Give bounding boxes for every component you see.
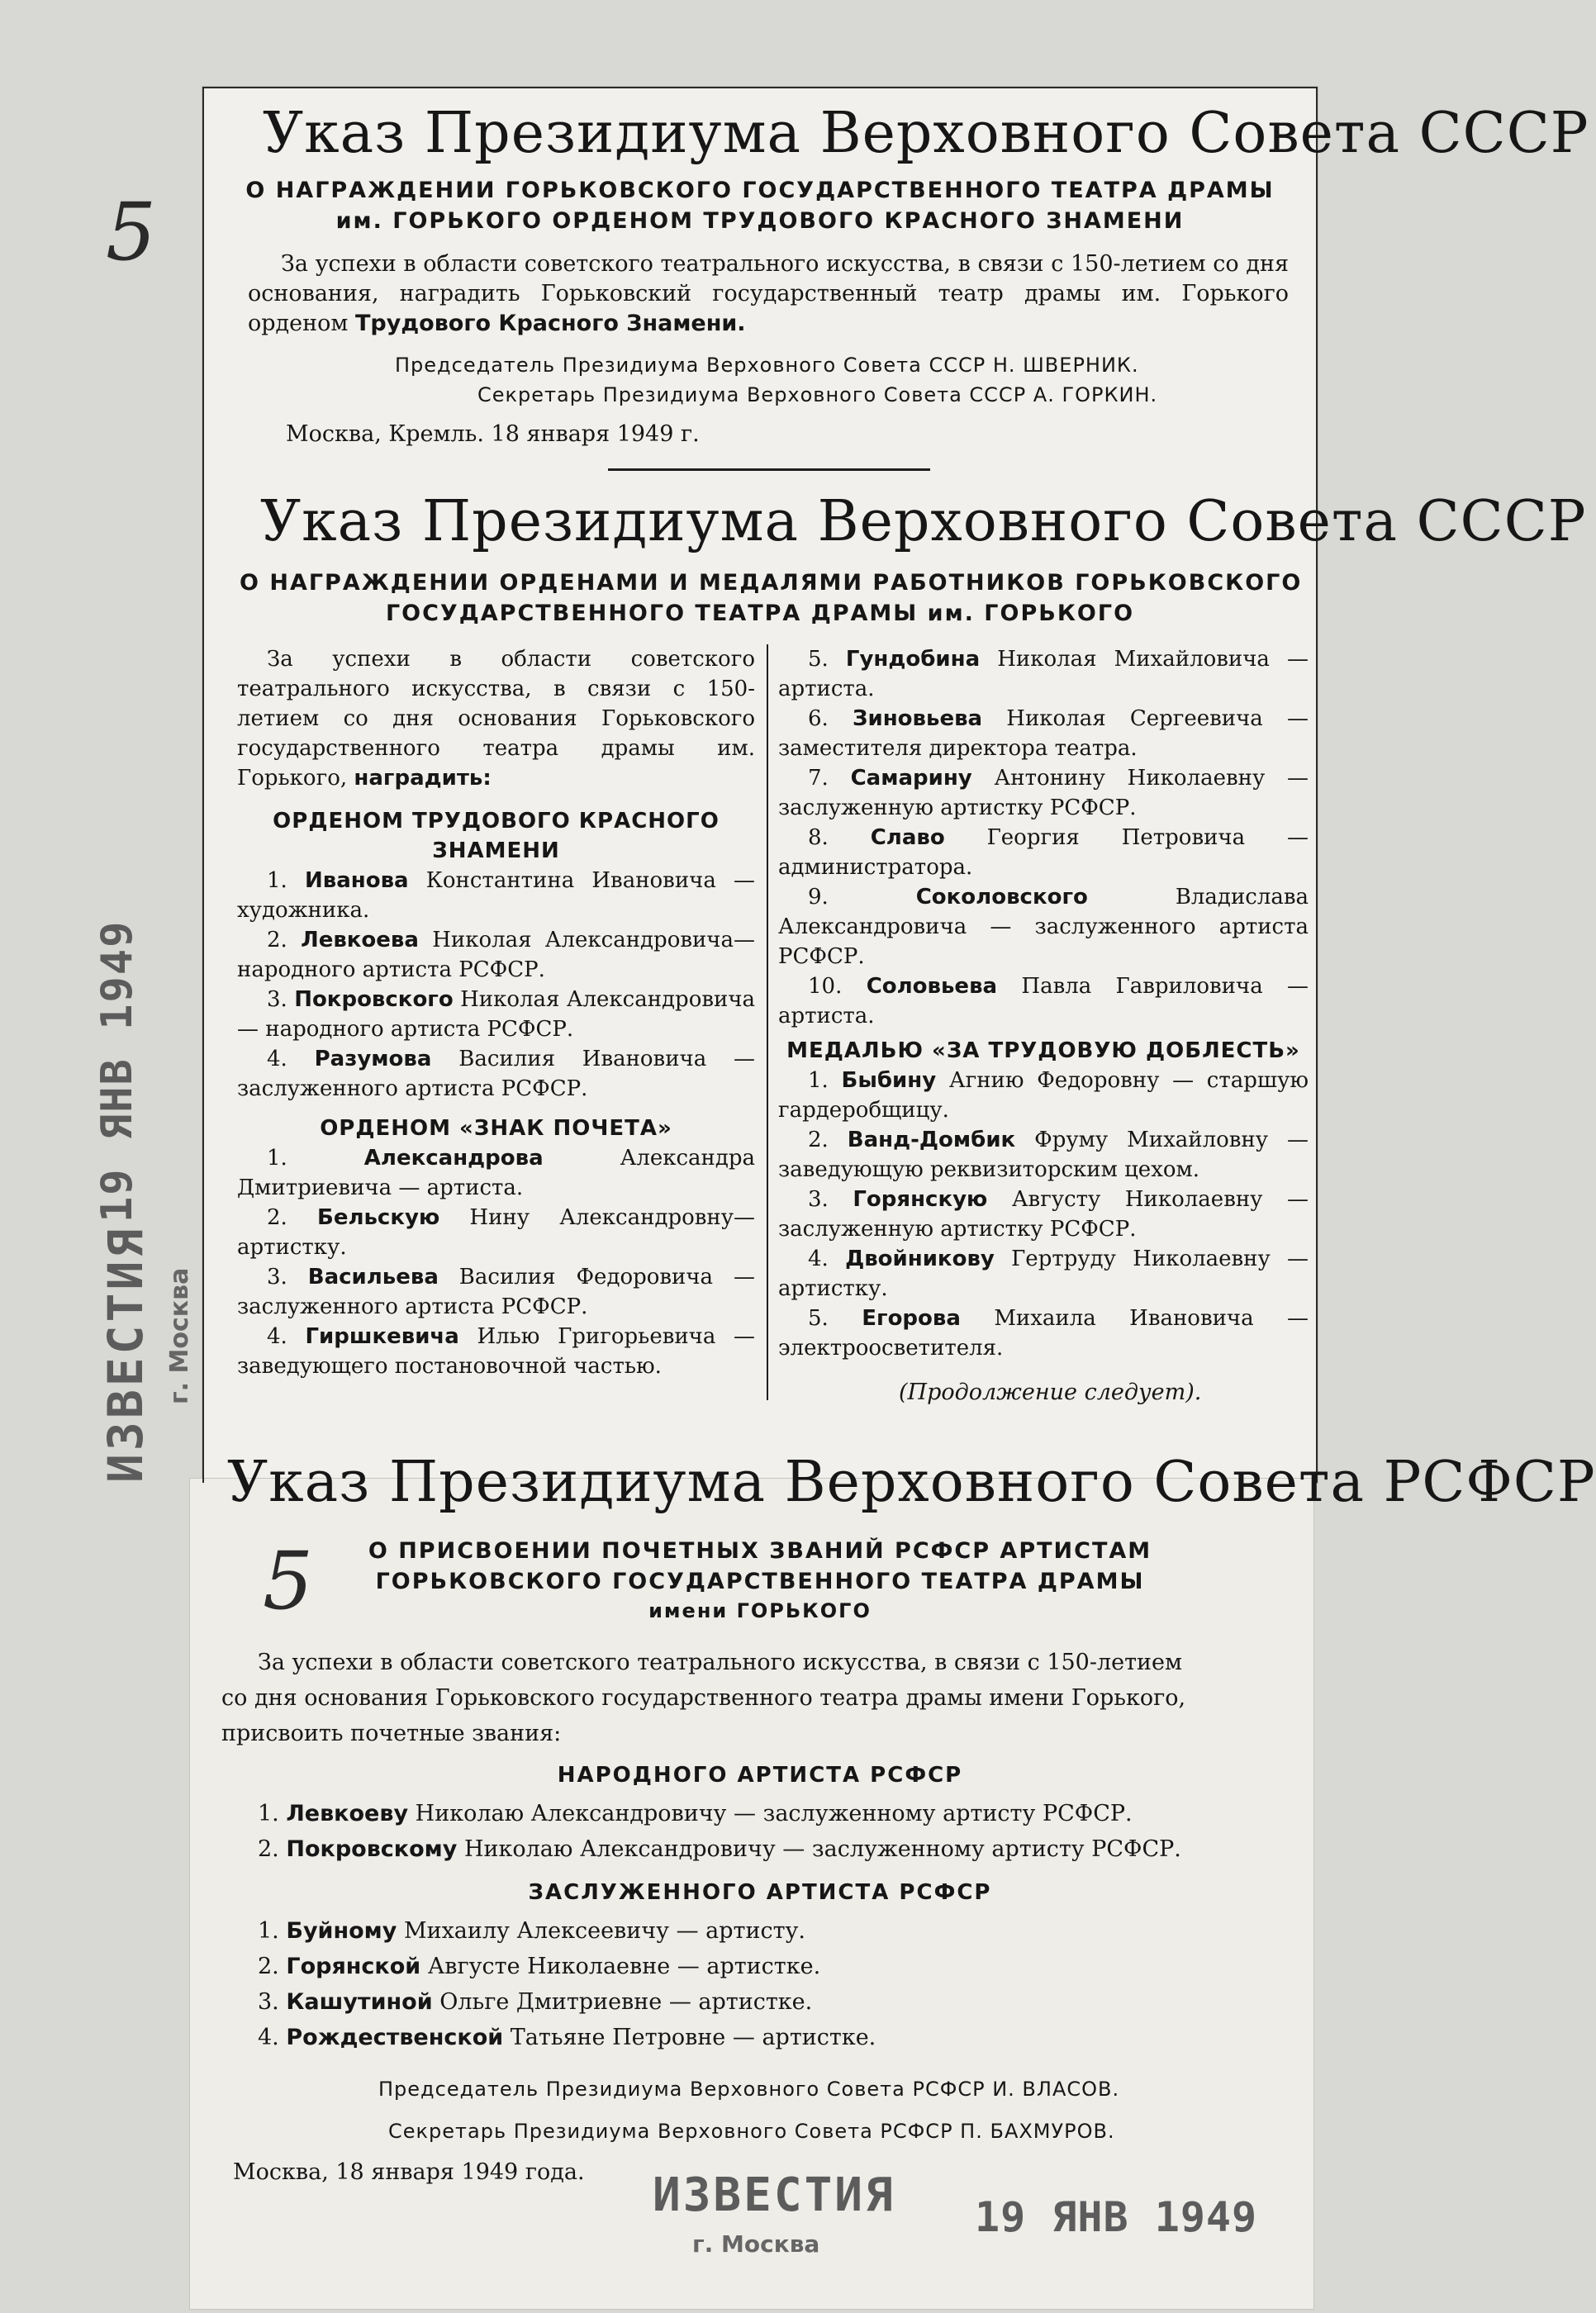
separator-rule <box>608 468 930 471</box>
order2-item: 4. Гиршкевича Илью Григорьевича — заведующего постановочной частью. <box>237 1324 756 1379</box>
title1-item: 2. Покровскому Николаю Александровичу — заслуженному артисту РСФСР. <box>258 1836 1181 1862</box>
decree3-body-line3: присвоить почетные звания: <box>221 1721 562 1746</box>
decree1-heading-line1: О НАГРАЖДЕНИИ ГОРЬКОВСКОГО ГОСУДАРСТВЕННОГО ТЕАТРА ДРАМЫ <box>245 178 1275 203</box>
column-divider <box>767 644 768 1400</box>
title2-item: 1. Буйному Михаилу Алексеевичу — артисту. <box>258 1918 805 1944</box>
decree3-heading-line2: ГОРЬКОВСКОГО ГОСУДАРСТВЕННОГО ТЕАТРА ДРАМЫ <box>375 1569 1145 1594</box>
decree1-secretary: Секретарь Президиума Верховного Совета СССР А. ГОРКИН. <box>477 383 1158 406</box>
decree2-heading-line1: О НАГРАЖДЕНИИ ОРДЕНАМИ И МЕДАЛЯМИ РАБОТНИКОВ ГОРЬКОВСКОГО <box>240 570 1303 596</box>
title2-item: 2. Горянской Августе Николаевне — артистке. <box>258 1954 821 1979</box>
decree3-title: Указ Президиума Верховного Совета РСФСР <box>227 1450 1596 1515</box>
medal-item: 2. Ванд-Домбик Фруму Михайловну — заведующую реквизиторским цехом. <box>778 1128 1309 1182</box>
title1-heading: НАРОДНОГО АРТИСТА РСФСР <box>557 1763 963 1788</box>
decree3-place-date: Москва, 18 января 1949 года. <box>233 2159 585 2185</box>
decree2-title: Указ Президиума Верховного Совета СССР <box>260 489 1587 554</box>
order2-item: 2. Бельскую Нину Александровну—артистку. <box>237 1205 756 1260</box>
title2-item: 4. Рождественской Татьяне Петровне — артистке. <box>258 2025 876 2050</box>
order1-item: 2. Левкоева Николая Александровича— народного артиста РСФСР. <box>237 928 756 982</box>
order2-item: 10. Соловьева Павла Гавриловича — артиста. <box>778 974 1309 1028</box>
medal-item: 1. Быбину Агнию Федоровну — старшую гардеробщицу. <box>778 1068 1309 1123</box>
decree2-intro <box>237 644 755 793</box>
decree3-heading-line3: имени ГОРЬКОГО <box>648 1599 872 1622</box>
decree2-right-column <box>778 644 1309 1363</box>
order2-item: 5. Гундобина Николая Михайловича — артиста. <box>778 647 1309 701</box>
decree1-heading-line2: им. ГОРЬКОГО ОРДЕНОМ ТРУДОВОГО КРАСНОГО ЗНАМЕНИ <box>335 208 1185 234</box>
side-stamp-paper: ИЗВЕСТИЯ <box>97 1225 154 1483</box>
decree1-body <box>248 249 1289 339</box>
decree3-body-line1: За успехи в области советского театрального искусства, в связи с 150-летием <box>258 1650 1182 1675</box>
bottom-stamp-paper: ИЗВЕСТИЯ <box>653 2168 895 2222</box>
order2-item: 8. Славо Георгия Петровича — администратора. <box>778 825 1309 880</box>
order1-item: 4. Разумова Василия Ивановича — заслуженного артиста РСФСР. <box>237 1047 756 1101</box>
medal-item: 3. Горянскую Августу Николаевну — заслуженную артистку РСФСР. <box>778 1187 1309 1242</box>
bottom-stamp-city: г. Москва <box>692 2230 820 2258</box>
title2-item: 3. Кашутиной Ольге Дмитриевне — артистке. <box>258 1989 813 2015</box>
decree1-title: Указ Президиума Верховного Совета СССР <box>263 101 1589 166</box>
decree2-intro-bold: наградить: <box>354 766 492 791</box>
clipping-border-top <box>202 87 1318 88</box>
title2-heading: ЗАСЛУЖЕННОГО АРТИСТА РСФСР <box>528 1880 992 1905</box>
decree1-body-bold: Трудового Красного Знамени. <box>355 311 746 336</box>
decree1-body-text: За успехи в области советского театрального искусства, в связи с 150-летием со дня основания, наградить Горьковский государственный театр драмы им. Горького орденом <box>248 251 1289 336</box>
clipping-border-left <box>202 87 204 1483</box>
decree1-place-date: Москва, Кремль. 18 января 1949 г. <box>286 421 700 447</box>
order2-item: 7. Самарину Антонину Николаевну — заслуженную артистку РСФСР. <box>778 766 1309 820</box>
order2-item: 9. Соколовского Владислава Александровича — заслуженного артиста РСФСР. <box>778 885 1309 969</box>
order1-item: 1. Иванова Константина Ивановича — художника. <box>237 868 756 923</box>
side-stamp-city: г. Москва <box>165 1267 194 1404</box>
bottom-stamp-date: 19 ЯНВ 1949 <box>975 2193 1258 2241</box>
medal-item: 4. Двойникову Гертруду Николаевну — артистку. <box>778 1247 1309 1301</box>
margin-mark-2: 5 <box>263 1535 314 1627</box>
continuation-note: (Продолжение следует). <box>899 1380 1202 1405</box>
order2-item: 6. Зиновьева Николая Сергеевича — заместителя директора театра. <box>778 706 1309 761</box>
order1-item: 3. Покровского Николая Александровича — народного артиста РСФСР. <box>237 987 756 1042</box>
decree3-body-line2: со дня основания Горьковского государственного театра драмы имени Горького, <box>221 1685 1186 1711</box>
decree3-chairman: Председатель Президиума Верховного Совета РСФСР И. ВЛАСОВ. <box>378 2078 1120 2101</box>
margin-mark-1: 5 <box>106 186 157 278</box>
title1-item: 1. Левкоеву Николаю Александровичу — заслуженному артисту РСФСР. <box>258 1801 1133 1826</box>
decree2-left-column <box>237 644 755 1381</box>
side-stamp-date: 19 ЯНВ 1949 <box>93 919 142 1223</box>
clipping-border-right <box>1316 87 1318 1483</box>
decree3-secretary: Секретарь Президиума Верховного Совета РСФСР П. БАХМУРОВ. <box>388 2120 1115 2143</box>
decree1-chairman: Председатель Президиума Верховного Совета СССР Н. ШВЕРНИК. <box>395 354 1139 377</box>
order2-item: 3. Васильева Василия Федоровича — заслуженного артиста РСФСР. <box>237 1265 755 1319</box>
decree2-intro-text: За успехи в области советского театрального искусства, в связи с 150-летием со дня основания Горьковского государственного театра драмы им. Горького, <box>237 647 755 791</box>
decree3-heading-line1: О ПРИСВОЕНИИ ПОЧЕТНЫХ ЗВАНИЙ РСФСР АРТИСТАМ <box>368 1538 1152 1564</box>
decree2-heading-line2: ГОСУДАРСТВЕННОГО ТЕАТРА ДРАМЫ им. ГОРЬКОГО <box>385 601 1135 626</box>
order1-heading: ОРДЕНОМ ТРУДОВОГО КРАСНОГО ЗНАМЕНИ <box>273 809 720 863</box>
medal-item: 5. Егорова Михаила Ивановича — электроосветителя. <box>778 1306 1309 1361</box>
order2-heading: ОРДЕНОМ «ЗНАК ПОЧЕТА» <box>320 1116 672 1141</box>
medal-heading: МЕДАЛЬЮ «ЗА ТРУДОВУЮ ДОБЛЕСТЬ» <box>786 1038 1300 1063</box>
order2-item: 1. Александрова Александра Дмитриевича — артиста. <box>237 1146 756 1200</box>
